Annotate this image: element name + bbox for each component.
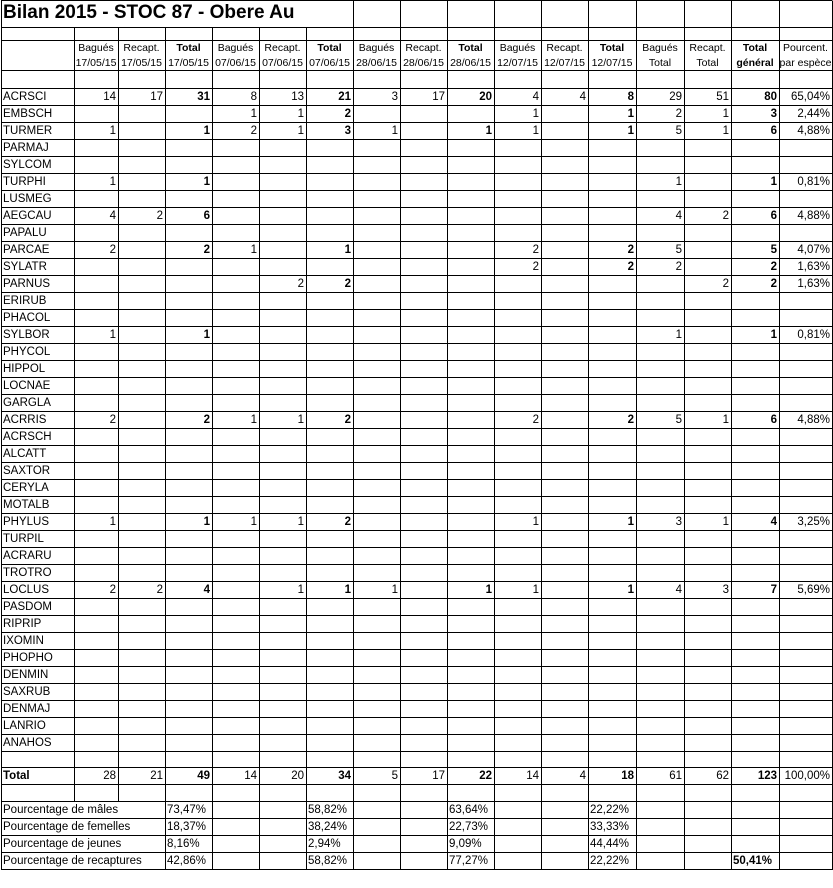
species-value: 21 — [338, 91, 351, 103]
species-value: 2 — [770, 261, 777, 273]
total-value: 17 — [432, 770, 445, 782]
species-value: 1 — [250, 108, 257, 120]
header-label: Total — [599, 42, 625, 54]
species-value: 1 — [722, 108, 729, 120]
species-value: 1 — [722, 516, 729, 528]
species-code: CERYLA — [3, 482, 49, 494]
header-label: Recapt. — [264, 42, 301, 54]
species-code: LANRIO — [3, 720, 46, 732]
species-value: 6 — [770, 125, 777, 137]
species-code: SYLBOR — [3, 329, 50, 341]
species-value: 1 — [109, 516, 116, 528]
species-value: 2 — [344, 108, 351, 120]
species-value: 3 — [722, 584, 729, 596]
header-date: 17/05/15 — [121, 57, 162, 69]
total-value: 21 — [150, 770, 163, 782]
header-date: 07/06/15 — [215, 57, 256, 69]
species-value: 1 — [109, 125, 116, 137]
species-value: 3 — [675, 516, 682, 528]
species-value: 2,44% — [797, 108, 830, 120]
species-code: PAPALU — [3, 227, 47, 239]
species-value: 5,69% — [797, 584, 830, 596]
species-value: 2 — [250, 125, 257, 137]
species-value: 6 — [203, 210, 210, 222]
species-code: SYLCOM — [3, 159, 52, 171]
species-value: 8 — [627, 91, 634, 103]
header-date: par espèce — [779, 57, 832, 69]
species-value: 1 — [485, 125, 492, 137]
species-value: 6 — [770, 210, 777, 222]
species-code: PARNUS — [3, 278, 51, 290]
header-date: 28/06/15 — [403, 57, 444, 69]
species-value: 1 — [627, 584, 634, 596]
total-value: 100,00% — [784, 770, 830, 782]
percentage-label: Pourcentage de recaptures — [3, 855, 142, 867]
percentage-value: 22,73% — [449, 821, 489, 833]
species-value: 1 — [532, 516, 539, 528]
species-code: RIPRIP — [3, 618, 42, 630]
header-label: Total — [458, 42, 483, 54]
total-value: 49 — [197, 770, 210, 782]
species-value: 2 — [109, 584, 116, 596]
species-value: 2 — [532, 244, 539, 256]
percentage-value: 73,47% — [167, 804, 207, 816]
total-value: 34 — [338, 770, 351, 782]
species-code: TURPHI — [3, 176, 46, 188]
header-date: 07/06/15 — [262, 57, 303, 69]
species-code: ACRRIS — [3, 414, 47, 426]
percentage-value: 33,33% — [590, 821, 630, 833]
species-value: 17 — [432, 91, 445, 103]
species-value: 4,88% — [797, 210, 830, 222]
species-value: 1 — [391, 584, 398, 596]
species-value: 2 — [627, 414, 634, 426]
species-code: HIPPOL — [3, 363, 46, 375]
species-value: 1 — [722, 414, 729, 426]
species-code: PARMAJ — [3, 142, 49, 154]
species-code: GARGLA — [3, 397, 51, 409]
header-date: 12/07/15 — [591, 57, 633, 69]
species-code: MOTALB — [3, 499, 50, 511]
header-label: Recapt. — [405, 42, 442, 54]
species-value: 2 — [344, 414, 351, 426]
total-value: 61 — [669, 770, 682, 782]
species-code: LUSMEG — [3, 193, 52, 205]
total-value: 14 — [244, 770, 257, 782]
header-label: Bagués — [217, 42, 254, 54]
species-code: DENMAJ — [3, 703, 51, 715]
species-value: 1 — [297, 414, 304, 426]
species-value: 1 — [627, 125, 634, 137]
species-value: 2 — [675, 108, 682, 120]
species-value: 2 — [203, 414, 210, 426]
species-value: 2 — [532, 414, 539, 426]
species-value: 13 — [291, 91, 304, 103]
sheet-title: Bilan 2015 - STOC 87 - Obere Au — [3, 2, 295, 23]
species-value: 2 — [627, 261, 634, 273]
species-code: PHYLUS — [3, 516, 50, 528]
species-code: ACRARU — [3, 550, 52, 562]
species-value: 1 — [391, 125, 398, 137]
species-value: 1 — [109, 329, 116, 341]
species-code: AEGCAU — [3, 210, 52, 222]
species-value: 31 — [197, 91, 210, 103]
species-value: 1 — [627, 516, 634, 528]
header-label: Recapt. — [546, 42, 583, 54]
species-value: 0,81% — [797, 329, 830, 341]
header-label: Total — [176, 42, 201, 54]
header-label: Bagués — [358, 42, 395, 54]
percentage-value: 22,22% — [590, 855, 630, 867]
total-value: 62 — [716, 770, 729, 782]
percentage-value: 58,82% — [308, 804, 348, 816]
species-value: 8 — [250, 91, 257, 103]
header-date: 28/06/15 — [356, 57, 397, 69]
header-date: 12/07/15 — [497, 57, 538, 69]
species-value: 1 — [250, 244, 257, 256]
species-value: 2 — [344, 516, 351, 528]
species-value: 2 — [344, 278, 351, 290]
species-value: 65,04% — [790, 91, 830, 103]
species-value: 1 — [627, 108, 634, 120]
species-value: 4 — [532, 91, 539, 103]
species-value: 4 — [770, 516, 777, 528]
species-value: 1 — [297, 125, 304, 137]
species-code: IXOMIN — [3, 635, 44, 647]
header-date: 17/05/15 — [168, 57, 209, 69]
species-code: ANAHOS — [3, 737, 52, 749]
percentage-value: 42,86% — [167, 855, 207, 867]
species-value: 1 — [203, 516, 210, 528]
percentage-label: Pourcentage de femelles — [3, 821, 131, 833]
species-value: 5 — [675, 125, 682, 137]
species-code: SAXTOR — [3, 465, 51, 477]
species-value: 1 — [250, 414, 257, 426]
header-label: Bagués — [499, 42, 536, 54]
header-label: Recapt. — [123, 42, 160, 54]
species-value: 29 — [669, 91, 682, 103]
total-value: 123 — [757, 770, 777, 782]
species-value: 3,25% — [797, 516, 830, 528]
header-label: Recapt. — [689, 42, 726, 54]
species-value: 1 — [675, 176, 682, 188]
total-value: 22 — [479, 770, 492, 782]
header-date: 28/06/15 — [450, 57, 491, 69]
species-value: 4,07% — [797, 244, 830, 256]
species-value: 20 — [479, 91, 492, 103]
species-value: 4 — [675, 584, 682, 596]
species-code: SYLATR — [3, 261, 47, 273]
species-value: 1,63% — [797, 261, 830, 273]
species-value: 1 — [203, 329, 210, 341]
species-code: PHOPHO — [3, 652, 53, 664]
header-label: Bagués — [642, 42, 678, 54]
species-value: 14 — [103, 91, 116, 103]
species-code: PHYCOL — [3, 346, 51, 358]
species-value: 2 — [675, 261, 682, 273]
percentage-value: 22,22% — [590, 804, 630, 816]
percentage-label: Pourcentage de mâles — [3, 804, 119, 816]
header-label: Pourcent. — [783, 42, 828, 54]
species-value: 4,88% — [797, 414, 830, 426]
percentage-value: 38,24% — [308, 821, 348, 833]
species-code: ALCATT — [3, 448, 47, 460]
species-value: 2 — [722, 210, 729, 222]
species-value: 1 — [485, 584, 492, 596]
species-value: 1 — [722, 125, 729, 137]
species-value: 2 — [770, 278, 777, 290]
species-value: 80 — [764, 91, 777, 103]
header-date: 07/06/15 — [309, 57, 350, 69]
species-code: PHACOL — [3, 312, 51, 324]
species-code: ACRSCH — [3, 431, 52, 443]
total-label: Total — [3, 770, 30, 782]
header-date: Total — [696, 57, 719, 69]
species-value: 1 — [203, 125, 210, 137]
species-value: 3 — [344, 125, 351, 137]
species-value: 1 — [109, 176, 116, 188]
species-code: PASDOM — [3, 601, 52, 613]
species-value: 1 — [297, 584, 304, 596]
percentage-value: 18,37% — [167, 821, 207, 833]
species-value: 4 — [579, 91, 586, 103]
species-value: 5 — [675, 244, 682, 256]
species-value: 5 — [770, 244, 777, 256]
species-code: ERIRUB — [3, 295, 47, 307]
species-code: LOCLUS — [3, 584, 50, 596]
total-value: 28 — [103, 770, 116, 782]
species-value: 1,63% — [797, 278, 830, 290]
percentage-value: 63,64% — [449, 804, 489, 816]
header-date: 17/05/15 — [75, 57, 117, 69]
header-label: Total — [742, 42, 768, 54]
percentage-value: 8,16% — [167, 838, 200, 850]
species-value: 2 — [297, 278, 304, 290]
total-value: 14 — [526, 770, 539, 782]
species-value: 2 — [722, 278, 729, 290]
species-value: 17 — [150, 91, 163, 103]
percentage-value: 44,44% — [590, 838, 630, 850]
percentage-value: 9,09% — [449, 838, 482, 850]
percentage-value: 58,82% — [308, 855, 348, 867]
species-value: 2 — [109, 414, 116, 426]
species-code: TROTRO — [3, 567, 52, 579]
total-value: 18 — [621, 770, 634, 782]
species-value: 1 — [532, 584, 539, 596]
species-value: 6 — [770, 414, 777, 426]
species-value: 51 — [716, 91, 729, 103]
species-value: 5 — [675, 414, 682, 426]
total-value: 5 — [391, 770, 398, 782]
species-value: 1 — [675, 329, 682, 341]
species-value: 1 — [770, 176, 777, 188]
species-value: 4 — [675, 210, 682, 222]
species-value: 3 — [770, 108, 777, 120]
species-value: 1 — [344, 584, 351, 596]
total-value: 4 — [579, 770, 586, 782]
percentage-value: 2,94% — [308, 838, 341, 850]
species-value: 1 — [203, 176, 210, 188]
header-date: général — [736, 57, 774, 69]
species-value: 2 — [156, 210, 163, 222]
species-value: 1 — [297, 516, 304, 528]
species-value: 4 — [109, 210, 116, 222]
species-value: 0,81% — [797, 176, 830, 188]
header-date: Total — [648, 57, 672, 69]
species-value: 7 — [770, 584, 777, 596]
species-value: 2 — [203, 244, 210, 256]
species-value: 4,88% — [797, 125, 830, 137]
total-value: 20 — [291, 770, 304, 782]
percentage-label: Pourcentage de jeunes — [3, 838, 122, 850]
species-value: 2 — [109, 244, 116, 256]
header-label: Total — [317, 42, 342, 54]
species-code: TURMER — [3, 125, 53, 137]
percentage-value: 77,27% — [449, 855, 489, 867]
species-code: DENMIN — [3, 669, 49, 681]
species-value: 1 — [297, 108, 304, 120]
species-value: 2 — [156, 584, 163, 596]
species-value: 1 — [532, 108, 539, 120]
species-value: 4 — [203, 584, 210, 596]
species-value: 2 — [627, 244, 634, 256]
header-date: 12/07/15 — [544, 57, 585, 69]
species-code: SAXRUB — [3, 686, 51, 698]
header-label: Bagués — [78, 42, 114, 54]
species-value: 1 — [344, 244, 351, 256]
species-value: 1 — [770, 329, 777, 341]
species-value: 2 — [532, 261, 539, 273]
species-code: TURPIL — [3, 533, 44, 545]
species-code: ACRSCI — [3, 91, 47, 103]
species-value: 1 — [250, 516, 257, 528]
species-code: EMBSCH — [3, 108, 53, 120]
species-code: LOCNAE — [3, 380, 51, 392]
species-value: 3 — [391, 91, 398, 103]
species-code: PARCAE — [3, 244, 50, 256]
species-value: 1 — [532, 125, 539, 137]
percentage-value: 50,41% — [733, 855, 773, 867]
